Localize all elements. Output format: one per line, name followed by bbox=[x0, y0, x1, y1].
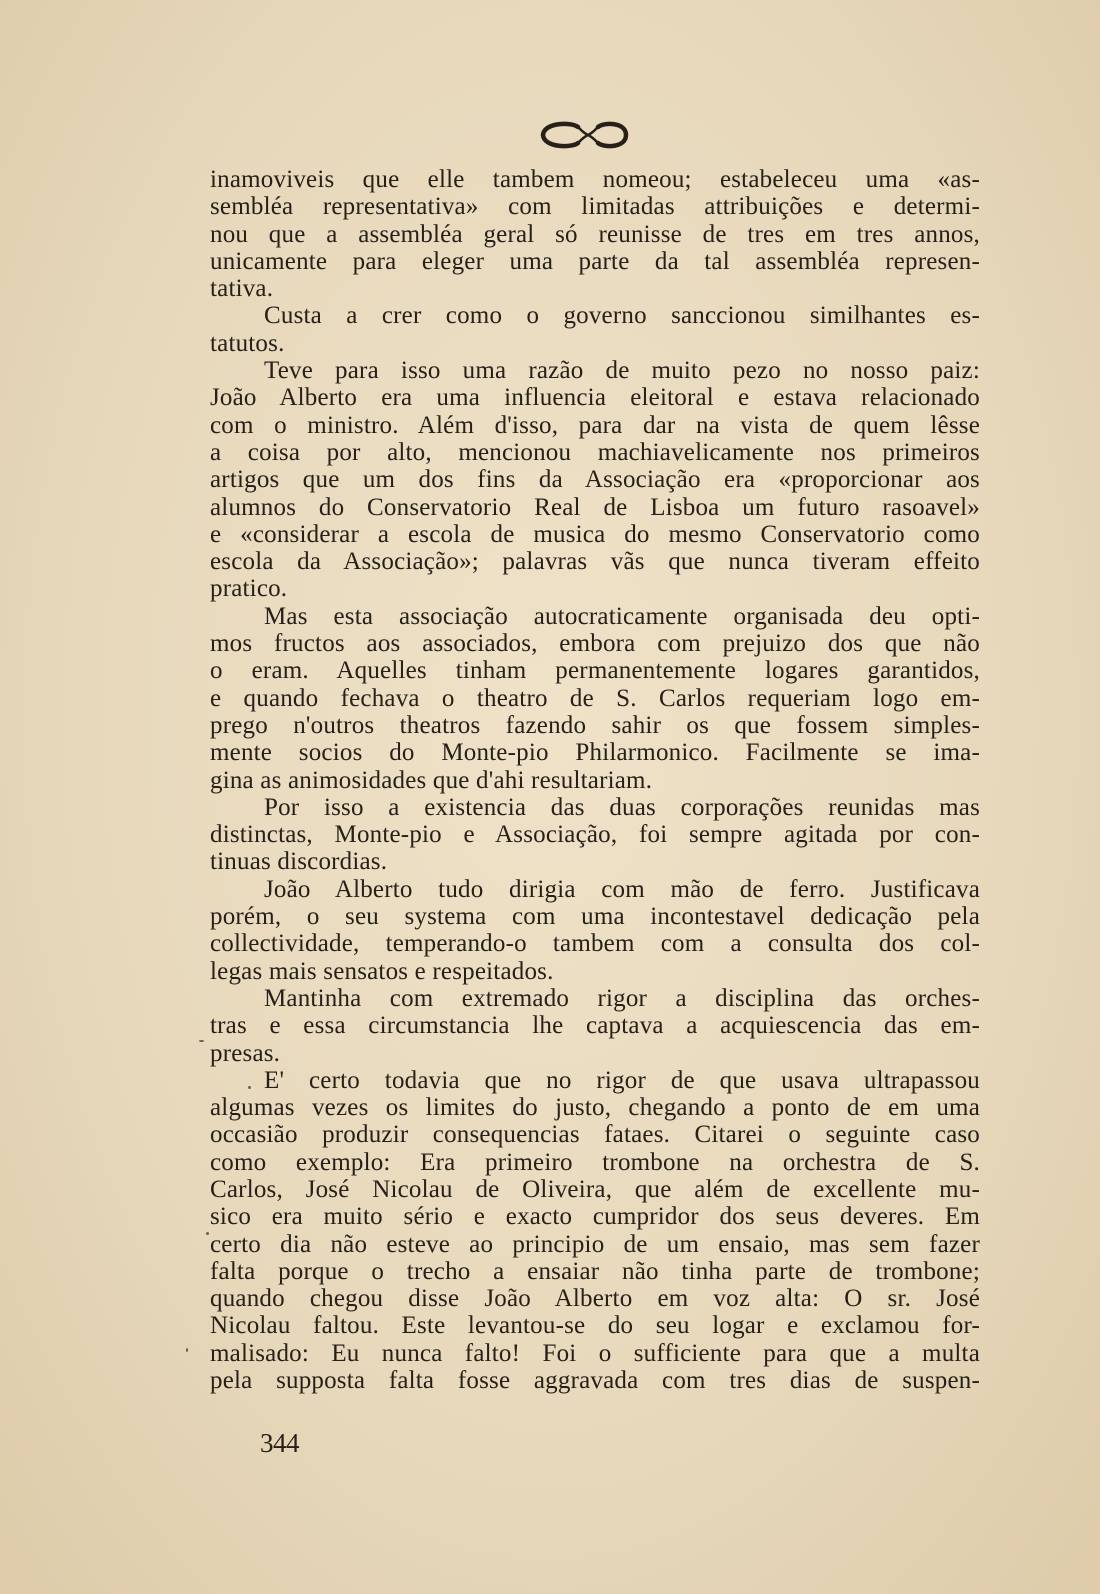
text-line: tativa. bbox=[210, 275, 274, 303]
text-line: porém, o seu systema com uma incontestavel dedicação pela bbox=[210, 903, 980, 931]
paper-speck bbox=[248, 1086, 251, 1089]
text-line: Nicolau faltou. Este levantou-se do seu logar e exclamou for- bbox=[210, 1312, 980, 1340]
text-line: João Alberto tudo dirigia com mão de ferro. Justificava bbox=[264, 875, 980, 903]
paper-speck bbox=[199, 1040, 204, 1042]
text-line: a coisa por alto, mencionou machiavelicamente nos primeiros bbox=[210, 438, 980, 466]
text-line: tatutos. bbox=[210, 329, 285, 357]
text-line: mos fructos aos associados, embora com prejuizo dos que não bbox=[210, 630, 980, 658]
text-line: nou que a assembléa geral só reunisse de tres em tres annos, bbox=[210, 220, 980, 248]
text-line: inamoviveis que elle tambem nomeou; estabeleceu uma «as- bbox=[210, 166, 980, 193]
text-line: mente socios do Monte-pio Philarmonico. Facilmente se ima- bbox=[210, 739, 980, 767]
text-line: unicamente para eleger uma parte da tal assembléa represen- bbox=[210, 247, 980, 275]
text-line: algumas vezes os limites do justo, chegando a ponto de em uma bbox=[210, 1094, 980, 1122]
paper-speck bbox=[186, 1348, 188, 1352]
text-line: distinctas, Monte-pio e Associação, foi sempre agitada por con- bbox=[210, 821, 980, 849]
body-text bbox=[210, 166, 980, 1394]
text-line: artigos que um dos fins da Associação era «proporcionar aos bbox=[210, 466, 980, 494]
text-line: Por isso a existencia das duas corporações reunidas mas bbox=[264, 793, 980, 821]
paper-speck bbox=[206, 1232, 209, 1235]
text-line: e quando fechava o theatro de S. Carlos requeriam logo em- bbox=[210, 684, 980, 712]
text-line: e «considerar a escola de musica do mesmo Conservatorio como bbox=[210, 520, 980, 548]
text-line: como exemplo: Era primeiro trombone na orchestra de S. bbox=[210, 1148, 980, 1176]
text-line: alumnos do Conservatorio Real de Lisboa um futuro rasoavel» bbox=[210, 493, 980, 521]
text-line: pratico. bbox=[210, 575, 288, 603]
text-line: Teve para isso uma razão de muito pezo no nosso paiz: bbox=[264, 357, 980, 385]
page-number: 344 bbox=[260, 1428, 299, 1458]
text-line: Mantinha com extremado rigor a disciplina das orches- bbox=[264, 984, 980, 1012]
text-line: pela supposta falta fosse aggravada com tres dias de suspen- bbox=[210, 1367, 980, 1395]
text-line: Mas esta associação autocraticamente organisada deu opti- bbox=[264, 602, 980, 630]
text-line: falta porque o trecho a ensaiar não tinha parte de trombone; bbox=[210, 1257, 980, 1285]
text-line: certo dia não esteve ao principio de um ensaio, mas sem fazer bbox=[210, 1230, 980, 1258]
text-line: tinuas discordias. bbox=[210, 848, 388, 876]
text-line: quando chegou disse João Alberto em voz alta: O sr. José bbox=[210, 1285, 980, 1313]
text-line: escola da Associação»; palavras vãs que nunca tiveram effeito bbox=[210, 548, 980, 576]
text-line: sembléa representativa» com limitadas attribuições e determi- bbox=[210, 193, 980, 221]
text-line: Custa a crer como o governo sanccionou similhantes es- bbox=[264, 302, 980, 330]
text-line: Carlos, José Nicolau de Oliveira, que além de excellente mu- bbox=[210, 1175, 980, 1203]
header-ornament bbox=[538, 120, 630, 150]
text-line: malisado: Eu nunca falto! Foi o sufficiente para que a multa bbox=[210, 1339, 980, 1367]
text-line: E' certo todavia que no rigor de que usava ultrapassou bbox=[264, 1066, 980, 1094]
text-line: occasião produzir consequencias fataes. Citarei o seguinte caso bbox=[210, 1121, 980, 1149]
text-line: com o ministro. Além d'isso, para dar na vista de quem lêsse bbox=[210, 411, 980, 439]
text-line: legas mais sensatos e respeitados. bbox=[210, 957, 554, 985]
text-line: collectividade, temperando-o tambem com a consulta dos col- bbox=[210, 930, 980, 958]
text-line: tras e essa circumstancia lhe captava a acquiescencia das em- bbox=[210, 1012, 980, 1040]
text-line: gina as animosidades que d'ahi resultariam. bbox=[210, 766, 653, 794]
text-line: presas. bbox=[210, 1039, 281, 1067]
text-line: prego n'outros theatros fazendo sahir os que fossem simples- bbox=[210, 711, 980, 739]
text-line: o eram. Aquelles tinham permanentemente logares garantidos, bbox=[210, 657, 980, 685]
text-line: sico era muito sério e exacto cumpridor dos seus deveres. Em bbox=[210, 1203, 980, 1231]
text-line: João Alberto era uma influencia eleitoral e estava relacionado bbox=[210, 384, 980, 412]
